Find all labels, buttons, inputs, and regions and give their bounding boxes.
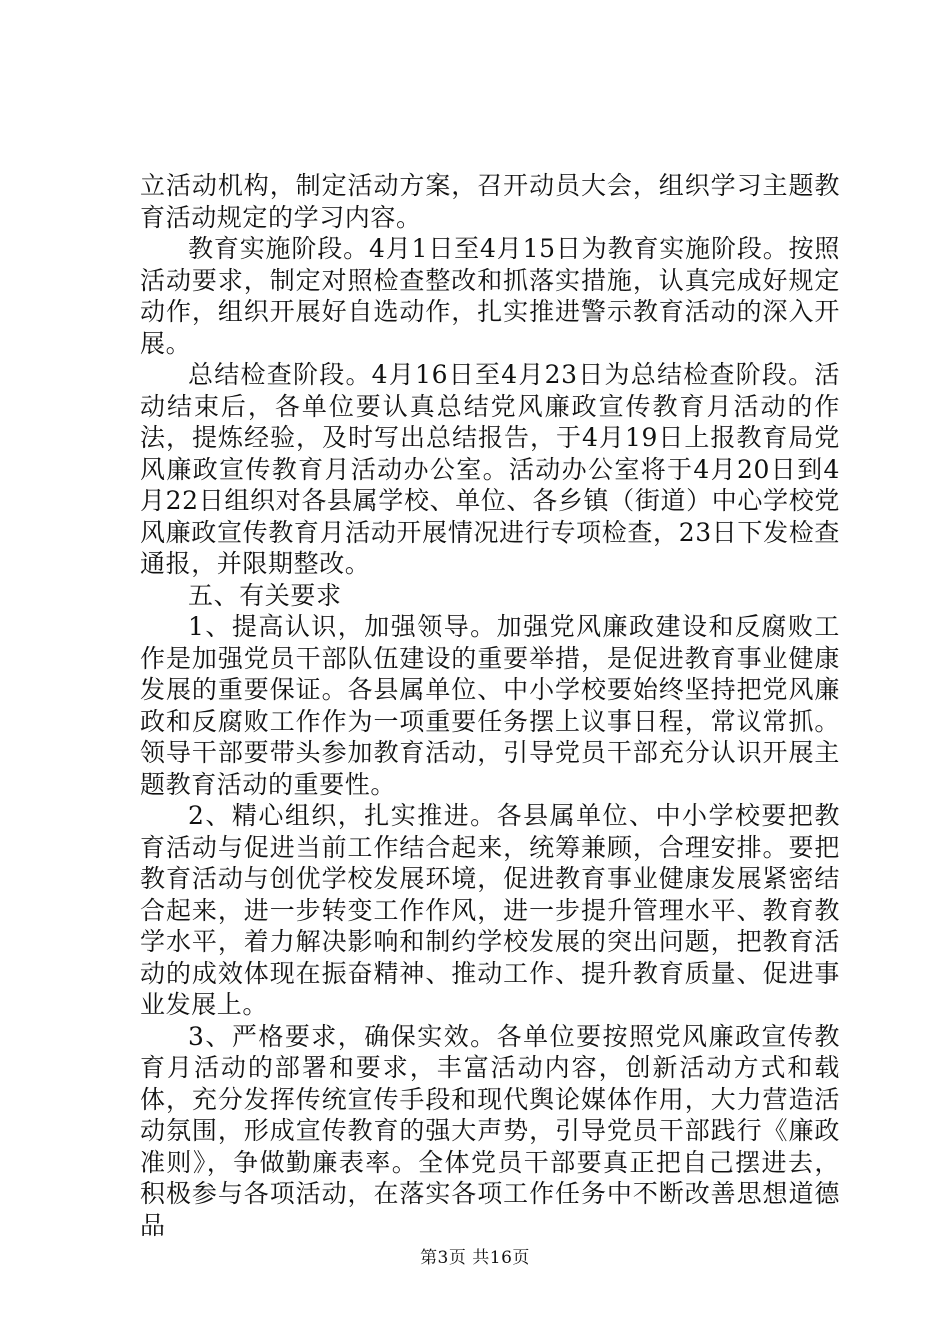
paragraph-requirement-3: 3、严格要求，确保实效。各单位要按照党风廉政宣传教育月活动的部署和要求，丰富活动内容，创新活动方式和载体，充分发挥传统宣传手段和现代舆论媒体作用，大力营造活动氛围，形成宣传教育的强大声势，引导党员干部践行《廉政准则》，争做勤廉表率。全体党员干部要真正把自己摆进去，积极参与各项活动，在落实各项工作任务中不断改善思想道德品	[140, 1021, 840, 1240]
page-number-footer: 第3页 共16页	[420, 1248, 530, 1268]
section-heading-requirements: 五、有关要求	[188, 580, 342, 610]
paragraph-requirement-2: 2、精心组织，扎实推进。各县属单位、中小学校要把教育活动与促进当前工作结合起来，统筹兼顾，合理安排。要把教育活动与创优学校发展环境，促进教育事业健康发展紧密结合起来，进一步转变工作作风，进一步提升管理水平、教育教学水平，着力解决影响和制约学校发展的突出问题，把教育活动的成效体现在振奋精神、推动工作、提升教育质量、促进事业发展上。	[140, 801, 840, 1019]
paragraph-summary-stage: 总结检查阶段。4月16日至4月23日为总结检查阶段。活动结束后，各单位要认真总结党风廉政宣传教育月活动的作法，提炼经验，及时写出总结报告，于4月19日上报教育局党风廉政宣传教育月活动办公室。活动办公室将于4月20日到4月22日组织对各县属学校、单位、各乡镇（街道）中心学校党风廉政宣传教育月活动开展情况进行专项检查，23日下发检查通报，并限期整改。	[140, 360, 840, 578]
document-body	[140, 170, 840, 1241]
paragraph-continuation: 立活动机构，制定活动方案，召开动员大会，组织学习主题教育活动规定的学习内容。	[140, 171, 840, 232]
paragraph-implementation-stage: 教育实施阶段。4月1日至4月15日为教育实施阶段。按照活动要求，制定对照检查整改和抓落实措施，认真完成好规定动作，组织开展好自选动作，扎实推进警示教育活动的深入开展。	[140, 234, 840, 358]
paragraph-requirement-1: 1、提高认识，加强领导。加强党风廉政建设和反腐败工作是加强党员干部队伍建设的重要举措，是促进教育事业健康发展的重要保证。各县属单位、中小学校要始终坚持把党风廉政和反腐败工作作为一项重要任务摆上议事日程，常议常抓。领导干部要带头参加教育活动，引导党员干部充分认识开展主题教育活动的重要性。	[140, 612, 840, 799]
